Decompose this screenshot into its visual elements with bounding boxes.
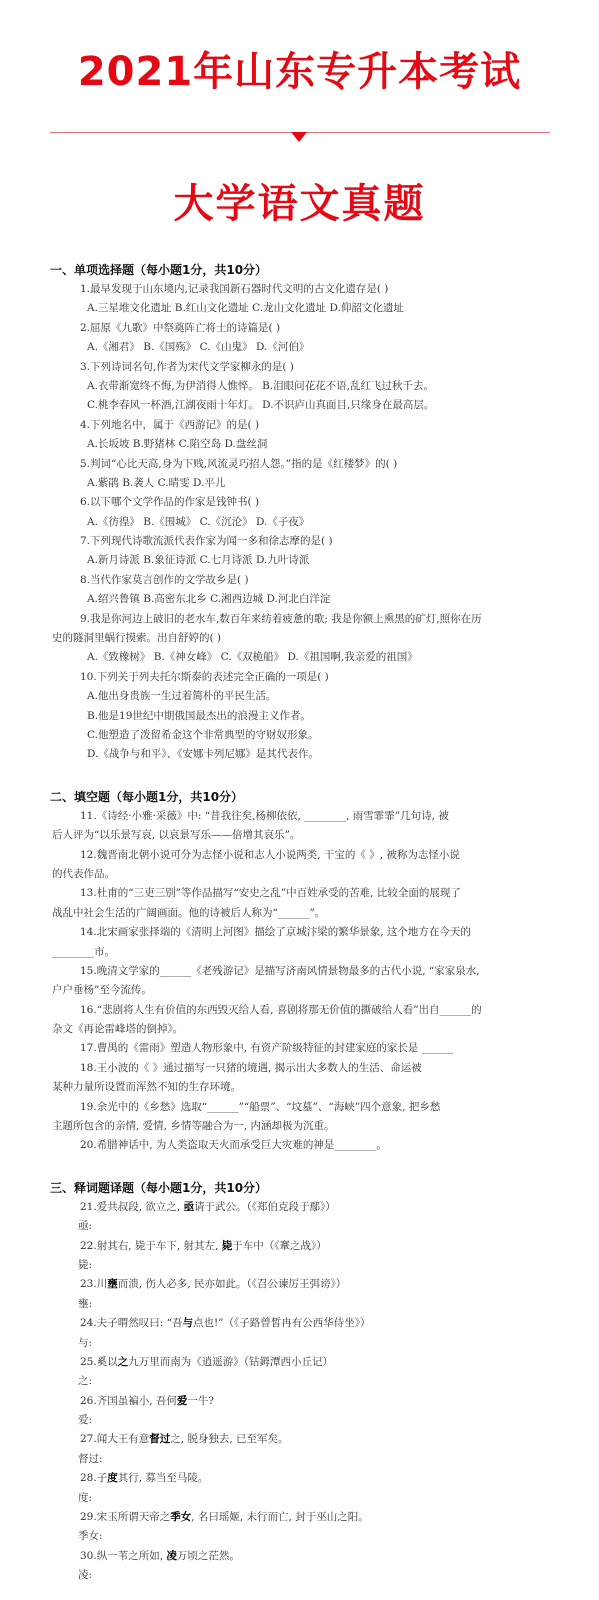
option-line: A.《致橡树》 B.《神女峰》 C.《双桅船》 D.《祖国啊,我亲爱的祖国》	[87, 651, 418, 664]
question-text: 28.子	[80, 1472, 108, 1485]
question-line	[50, 1237, 560, 1256]
question-line: 1.最早发现于山东境内,记录我国新石器时代文明的古文化遗存是( )	[80, 283, 389, 295]
question-text: 26.齐国虽褊小, 吾何	[80, 1394, 177, 1407]
question-line: 8.当代作家莫言创作的文学故乡是( )	[80, 573, 249, 586]
question-line	[50, 1430, 560, 1449]
keyword-highlight: 督过	[149, 1433, 171, 1446]
answer-line: 爱:	[78, 1414, 93, 1427]
question-text: 九万里而南为《逍遥游》（钴鉧潭西小丘记）	[128, 1355, 333, 1368]
question-line	[50, 1275, 560, 1294]
question-text: 22.射其右, 毙于车下, 射其左,	[80, 1239, 222, 1252]
question-text: 之, 脱身独去, 已至军矣。	[170, 1433, 289, 1446]
question-text: , 名曰瑶姬, 未行而亡, 封于巫山之阳。	[191, 1511, 369, 1524]
option-line: A.《湘君》 B.《国殇》 C.《山鬼》 D.《河伯》	[87, 341, 310, 354]
question-line	[50, 1314, 560, 1333]
exam-content	[50, 260, 560, 1586]
question-continuation: 杂文《再论雷峰塔的倒掉》。	[52, 1023, 184, 1036]
question-line: 14.北宋画家张择端的《清明上河图》描绘了京城汴梁的繁华景象, 这个地方在今天的	[80, 926, 471, 939]
option-line: A.紫鹃 B.袭人 C.晴雯 D.平儿	[87, 476, 226, 489]
keyword-highlight: 季女	[170, 1511, 192, 1524]
question-line: 5.判词“心比天高,身为下贱,风流灵巧招人怨。”指的是《红楼梦》的( )	[80, 457, 398, 470]
option-line: D.《战争与和平》、《安娜卡列尼娜》是其代表作。	[87, 748, 319, 761]
question-continuation: ________市。	[52, 945, 115, 958]
question-text: 25.奚以	[80, 1355, 118, 1368]
question-continuation: 某种力量所设置而浑然不知的生存环境。	[52, 1081, 241, 1094]
question-text: 请于武公。（《郑伯克段于鄢》）	[194, 1200, 336, 1213]
question-line: 20.希腊神话中, 为人类盗取天火而承受巨大灾难的神是________。	[80, 1139, 387, 1152]
question-continuation: 史的隧洞里蜗行摸索。出自舒婷的( )	[52, 632, 222, 645]
question-line: 10.下列关于列夫托尔斯泰的表述完全正确的一项是( )	[80, 670, 329, 683]
question-line: 19.余光中的《乡愁》选取“______”“船票”、“坟墓”、“海峡”四个意象, 把乡愁	[80, 1100, 441, 1113]
question-text: 一牛?	[187, 1394, 215, 1407]
question-text: 23.川	[80, 1278, 108, 1291]
keyword-highlight: 度	[107, 1472, 118, 1485]
question-line	[50, 1508, 560, 1527]
question-line: 2.屈原《九歌》中祭奠阵亡将士的诗篇是( )	[80, 321, 281, 334]
answer-line: 季女:	[78, 1530, 103, 1543]
question-text: 30.纵一苇之所如,	[80, 1549, 167, 1562]
question-text: 21.爱共叔段, 欲立之,	[80, 1200, 184, 1213]
keyword-highlight: 爱	[176, 1394, 188, 1407]
question-line: 6.以下哪个文学作品的作家是钱钟书( )	[80, 496, 260, 509]
question-continuation: 后人评为“以乐景写哀, 以哀景写乐——倍增其哀乐”。	[52, 829, 301, 842]
question-text: 于车中（《鞌之战》）	[232, 1239, 327, 1252]
keyword-highlight: 毙	[221, 1239, 233, 1252]
question-line	[50, 1547, 560, 1566]
answer-line: 凌:	[78, 1569, 93, 1582]
question-line: 4.下列地名中，属于《西游记》的是( )	[80, 418, 260, 431]
question-continuation: 户户垂杨”至今流传。	[52, 984, 152, 997]
keyword-highlight: 亟	[183, 1200, 195, 1213]
question-line: 15.晚清文学家的______《老残游记》是描写济南风情景物最多的古代小说, “家家泉水,	[80, 964, 480, 977]
question-line: 9.我是你河边上破旧的老水车,数百年来纺着疲惫的歌; 我是你额上熏黑的矿灯,照你在历	[80, 612, 482, 625]
question-line: 7.下列现代诗歌流派代表作家为闻一多和徐志摩的是( )	[80, 535, 333, 548]
question-line	[50, 1198, 560, 1217]
question-line	[50, 1353, 560, 1372]
answer-line: 与:	[78, 1336, 93, 1349]
question-line	[50, 1392, 560, 1411]
question-line: 17.曹禺的《雷雨》塑造人物形象中, 有资产阶级特征的封建家庭的家长是 ______	[80, 1042, 454, 1055]
question-text: 29.宋玉所谓天帝之	[80, 1511, 171, 1524]
option-line: A.衣带渐宽终不悔,为伊消得人憔悴。 B.泪眼问花花不语,乱红飞过秋千去。	[87, 379, 434, 392]
question-line: 11.《诗经·小雅·采薇》中: “昔我往矣,杨柳依依, ________, 雨雪霏霏”几句诗, 被	[80, 809, 449, 822]
section-heading: 二、填空题（每小题1分，共10分）	[50, 789, 244, 804]
section-gap	[50, 1156, 560, 1178]
question-text: 万顷之茫然。	[176, 1549, 240, 1562]
divider-triangle-icon	[291, 132, 307, 142]
answer-line: 度:	[78, 1491, 93, 1504]
question-text: 而溃, 伤人必多, 民亦如此。（《召公谏厉王弭谤》）	[117, 1278, 347, 1291]
question-text: 点也!”（《子路曾皙冉有公西华侍坐》）	[192, 1317, 371, 1330]
answer-line: 壅:	[78, 1297, 93, 1310]
option-line: A.三星堆文化遗址 B.红山文化遗址 C.龙山文化遗址 D.仰韶文化遗址	[87, 302, 404, 315]
keyword-highlight: 凌	[166, 1549, 177, 1562]
answer-line: 之:	[78, 1375, 93, 1388]
option-line: A.他出身贵族一生过着简朴的平民生活。	[87, 690, 277, 703]
question-line: 16.“悲剧将人生有价值的东西毁灭给人看, 喜剧将那无价值的撕破给人看”出自______的	[80, 1003, 482, 1016]
answer-line: 亟:	[78, 1220, 93, 1233]
section-gap	[50, 765, 560, 787]
question-line: 18.王小波的《 》通过描写一只猪的境遇, 揭示出大多数人的生活、命运被	[80, 1061, 422, 1074]
question-continuation: 的代表作品。	[52, 867, 115, 880]
question-text: 其行, 募当至马陵。	[117, 1472, 209, 1485]
question-text: 24.夫子喟然叹曰: “吾	[80, 1317, 183, 1330]
option-line: C.他塑造了泼留希金这个非常典型的守财奴形象。	[87, 728, 319, 741]
question-line: 13.杜甫的“三吏三别”等作品描写“安史之乱”中百姓承受的苦难, 比较全面的展现了	[80, 887, 461, 900]
question-line	[50, 1469, 560, 1488]
page-title-line2: 大学语文真题	[173, 181, 426, 227]
option-line: C.桃李春风一杯酒,江湖夜雨十年灯。 D.不识庐山真面目,只缘身在最高层。	[87, 399, 435, 412]
question-line: 3.下列诗词名句,作者为宋代文学家柳永的是( )	[80, 360, 294, 373]
keyword-highlight: 与	[182, 1317, 193, 1330]
page-title-line1: 2021年山东专升本考试	[77, 49, 522, 95]
option-line: A.绍兴鲁镇 B.高密东北乡 C.湘西边城 D.河北白洋淀	[87, 593, 331, 606]
section-heading: 三、释词题译题（每小题1分，共10分）	[50, 1180, 268, 1195]
answer-line: 毙:	[78, 1258, 93, 1271]
option-line: B.他是19世纪中期俄国最杰出的浪漫主义作者。	[87, 709, 311, 722]
option-line: A.长坂坡 B.野猪林 C.陷空岛 D.盘丝洞	[87, 438, 268, 451]
keyword-highlight: 之	[117, 1355, 129, 1368]
question-continuation: 主题所包含的亲情, 爱情, 乡情等融合为一, 内涵却极为沉重。	[52, 1120, 335, 1133]
question-line: 12.魏晋南北朝小说可分为志怪小说和志人小说两类, 干宝的《 》, 被称为志怪小说	[80, 848, 460, 861]
keyword-highlight: 壅	[107, 1278, 118, 1291]
question-text: 27.闻大王有意	[80, 1433, 150, 1446]
question-continuation: 战乱中社会生活的广阔画面。他的诗被后人称为“______”。	[52, 906, 326, 919]
section-heading: 一、单项选择题（每小题1分，共10分）	[50, 263, 268, 277]
option-line: A.《彷徨》 B.《围城》 C.《沉沦》 D.《子夜》	[87, 515, 310, 528]
answer-line: 督过:	[78, 1452, 103, 1465]
option-line: A.新月诗派 B.象征诗派 C.七月诗派 D.九叶诗派	[87, 554, 310, 567]
